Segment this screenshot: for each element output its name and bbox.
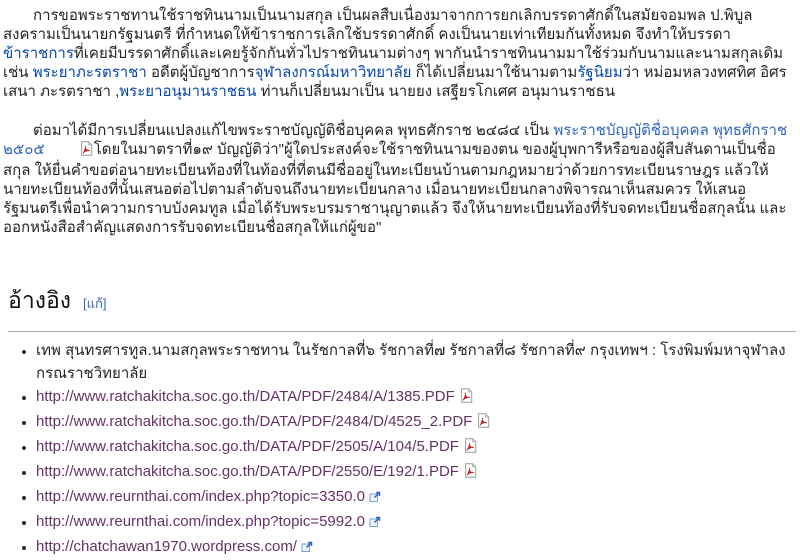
reference-item bbox=[36, 435, 796, 460]
body-text: ที่เคยมีบรรดาศักดิ์และเคยรู้จักกันทั่วไปราชทินนามต่างๆ พากันนำราชทินนามมาใช้ร่วมกับนามและนามสกุลเดิม เช่น bbox=[3, 45, 784, 81]
pdf-icon bbox=[49, 141, 94, 161]
paragraph-surname-history bbox=[3, 6, 796, 101]
link-chulalongkorn-university[interactable]: จุฬาลงกรณ์มหาวิทยาลัย bbox=[254, 64, 412, 81]
reference-item bbox=[36, 510, 796, 535]
paragraph-name-act bbox=[3, 121, 796, 237]
link-kharatchakan[interactable]: ข้าราชการ bbox=[3, 45, 74, 62]
reference-url-link[interactable]: http://chatchawan1970.wordpress.com/ bbox=[36, 538, 313, 555]
reference-url-link[interactable]: http://www.reurnthai.com/index.php?topic=5992.0 bbox=[36, 513, 381, 530]
reference-text: เทพ สุนทรศารทูล.นามสกุลพระราชทาน ในรัชกาลที่๖ รัชกาลที่๗ รัชกาลที่๘ รัชกาลที่๙ กรุงเทพฯ : โรงพิมพ์มหาจุฬาลงกรณราชวิทยาลัย bbox=[36, 342, 786, 382]
references-list bbox=[3, 339, 796, 560]
body-text: โดยในมาตราที่๑๙ บัญญัติว่า"ผู้ใดประสงค์จะใช้ราชทินนามของตน ของผู้บุพการีหรือของผู้สืบสันดานเป็นชื่อสกุล ให้ยื่นคำขอต่อนายทะเบียนท้องที่ในท้องที่ที่ตนมีชื่ออยู่ในทะเบียนบ้านตามกฎหมายว่าด้วยการทะเบียนราษฎร แล้วให้นายทะเบียนท้องที่นั้นเสนอต่อไปตามลำดับจนถึงนายทะเบียนกลาง เมื่อนายทะเบียนกลางพิจารณาเห็นสมควร ให้เสนอรัฐมนตรีเพื่อนำความกราบบังคมทูล เมื่อได้รับพระบรมราชานุญาตแล้ว จึงให้นายทะเบียนท้องที่รับจดทะเบียนชื่อสกุลนั้น และออกหนังสือสำคัญแสดงการรับจดทะเบียนชื่อสกุลให้แก่ผู้ขอ" bbox=[3, 141, 787, 236]
reference-item bbox=[36, 385, 796, 410]
body-text: ก็ได้เปลี่ยนมาใช้นามตาม bbox=[411, 64, 578, 81]
reference-item bbox=[36, 485, 796, 510]
reference-url-link[interactable]: http://www.ratchakitcha.soc.go.th/DATA/PDF/2505/A/104/5.PDF bbox=[36, 438, 478, 455]
pdf-icon bbox=[463, 462, 478, 485]
reference-item bbox=[36, 535, 796, 560]
body-text: การขอพระราชทานใช้ราชทินนามเป็นนามสกุล เป็นผลสืบเนื่องมาจากการยกเลิกบรรดาศักดิ์ในสมัยจอมพล ป.พิบูลสงครามเป็นนายกรัฐมนตรี ที่กำหนดให้ข้าราชการเลิกใช้บรรดาศักดิ์ คงเป็นนายเท่าเทียมกันทั้งหมด จึงทำให้บรรดา bbox=[3, 7, 753, 43]
link-name-act-2505-pdf[interactable]: พระราชบัญญัติชื่อบุคคล พุทธศักราช ๒๕๐๕ bbox=[3, 122, 787, 158]
body-text: ว่า หม่อมหลวงทศทิศ อิศรเสนา ภะรตราชา , bbox=[3, 64, 787, 100]
references-heading bbox=[8, 283, 796, 332]
pdf-icon bbox=[476, 412, 491, 435]
reference-url-link[interactable]: http://www.ratchakitcha.soc.go.th/DATA/PDF/2484/A/1385.PDF bbox=[36, 388, 474, 405]
external-link-icon bbox=[369, 512, 381, 535]
external-link-icon bbox=[301, 537, 313, 560]
reference-url-link[interactable]: http://www.ratchakitcha.soc.go.th/DATA/PDF/2484/D/4525_2.PDF bbox=[36, 413, 491, 430]
references-heading-label: อ้างอิง bbox=[8, 287, 72, 313]
reference-url-link[interactable]: http://www.ratchakitcha.soc.go.th/DATA/PDF/2550/E/192/1.PDF bbox=[36, 463, 478, 480]
pdf-icon bbox=[463, 437, 478, 460]
reference-item bbox=[36, 460, 796, 485]
link-phraya-anuman-rajadhon[interactable]: พระยาอนุมานราชธน bbox=[119, 83, 257, 100]
body-text: ต่อมาได้มีการเปลี่ยนแปลงแก้ไขพระราชบัญญัติชื่อบุคคล พุทธศักราช ๒๔๘๔ เป็น bbox=[33, 122, 554, 139]
reference-item bbox=[36, 339, 796, 385]
edit-section-link[interactable]: [แก้] bbox=[83, 296, 107, 311]
body-text: ท่านก็เปลี่ยนมาเป็น นายยง เสฐียรโกเศศ อนุมานราชธน bbox=[256, 83, 616, 100]
external-link-icon bbox=[369, 487, 381, 510]
reference-item bbox=[36, 410, 796, 435]
reference-url-link[interactable]: http://www.reurnthai.com/index.php?topic=3350.0 bbox=[36, 488, 381, 505]
link-phraya-pharotracha[interactable]: พระยาภะรตราชา bbox=[32, 64, 147, 81]
pdf-icon bbox=[459, 387, 474, 410]
link-ratthaniyom[interactable]: รัฐนิยม bbox=[577, 64, 623, 81]
body-text: อดีตผู้บัญชาการ bbox=[146, 64, 255, 81]
